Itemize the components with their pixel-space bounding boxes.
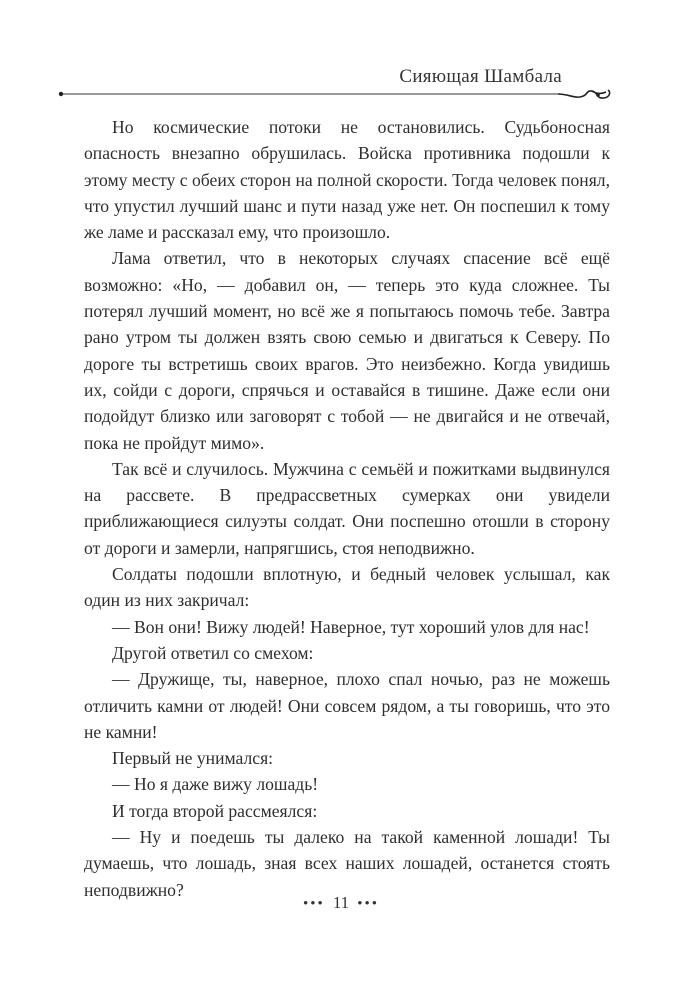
dialogue-line: — Дружище, ты, наверное, плохо спал ночью, раз не можешь отличить камни от людей! Они совсем рядом, а ты говоришь, что это не камни!: [84, 669, 610, 742]
page-number: 11: [332, 893, 350, 912]
paragraph: Лама ответил, что в некоторых случаях спасение всё ещё возможно: «Но, — добавил он, — теперь это куда сложнее. Ты потерял лучший момент, но всё же я попытаюсь помочь тебе. Завтра рано утром ты должен взять свою семью и двигаться к Северу. По дороге ты встретишь своих врагов. Это неизбежно. Когда увидишь их, сойди с дороги, спрячься и оставайся в тишине. Даже если они подойдут близко или заговорят с тобой — не двигайся и не отвечай, пока не пройдут мимо».: [84, 248, 610, 453]
paragraph: Солдаты подошли вплотную, и бедный человек услышал, как один из них закричал:: [84, 564, 610, 611]
paragraph: И тогда второй рассмеялся:: [112, 800, 318, 821]
page-footer: [0, 893, 682, 913]
dialogue-line: — Вон они! Вижу людей! Наверное, тут хороший улов для нас!: [112, 616, 590, 637]
body-text: [84, 114, 610, 903]
footer-ornament-right: •••: [357, 896, 379, 912]
dialogue-line: — Но я даже вижу лошадь!: [112, 774, 319, 795]
footer-ornament-left: •••: [303, 896, 325, 912]
dialogue-line: — Ну и поедешь ты далеко на такой каменной лошади! Ты думаешь, что лошадь, зная всех наших лошадей, останется стоять неподвижно?: [84, 827, 610, 900]
paragraph: Другой ответил со смехом:: [112, 642, 314, 663]
paragraph: Но космические потоки не остановились. Судьбоносная опасность внезапно обрушилась. Войска противника подошли к этому месту с обеих сторон на полной скорости. Тогда человек понял, что упустил лучший шанс и пути назад уже нет. Он поспешил к тому же ламе и рассказал ему, что произошло.: [84, 117, 610, 243]
running-header: [58, 62, 614, 102]
header-title: Сияющая Шамбала: [399, 66, 562, 87]
header-rule-ornament: [58, 88, 614, 102]
paragraph: Так всё и случилось. Мужчина с семьёй и пожитками выдвинулся на рассвете. В предрассветных сумерках они увидели приближающиеся силуэты солдат. Они поспешно отошли в сторону от дороги и замерли, напрягшись, стоя неподвижно.: [84, 458, 610, 558]
paragraph: Первый не унимался:: [112, 748, 274, 769]
